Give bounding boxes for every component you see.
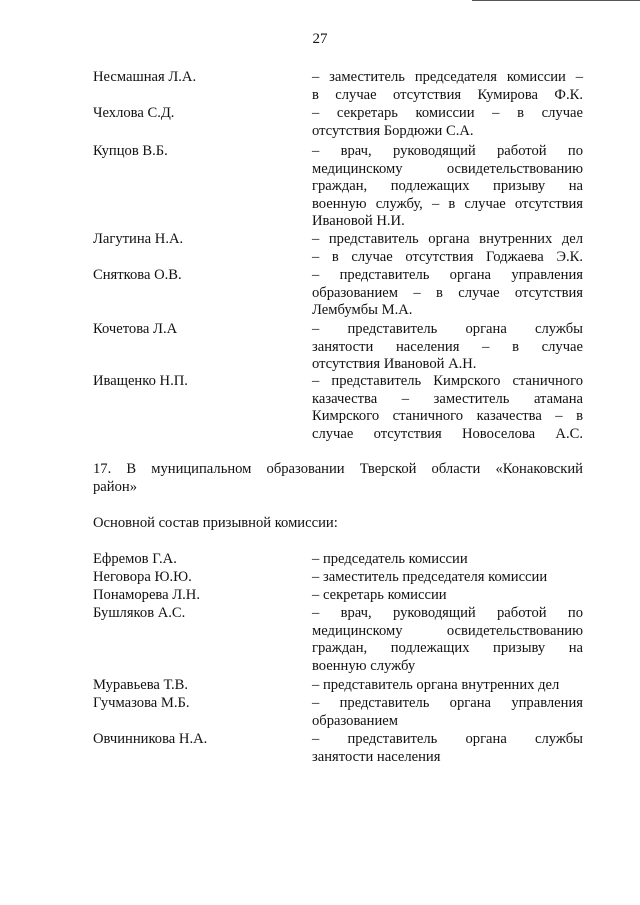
- member-name: Лагутина Н.А.: [93, 231, 184, 247]
- section-17-line-1: 17. В муниципальном образовании Тверской области «Конаковский: [93, 461, 583, 477]
- member-role-line: Кимрского станичного казачества – в: [312, 408, 583, 425]
- member-role: [312, 373, 583, 443]
- member-role: [312, 605, 583, 675]
- member-name: Овчинникова Н.А.: [93, 731, 208, 747]
- member-role-line: – представитель органа внутренних дел: [312, 231, 583, 247]
- member-role-line: – заместитель председателя комиссии –: [312, 69, 583, 85]
- member-role-line: – представитель Кимрского станичного: [312, 373, 583, 389]
- member-role-line: Лембумбы М.А.: [312, 302, 413, 319]
- member-name: Муравьева Т.В.: [93, 677, 189, 693]
- member-role-line: медицинскому освидетельствованию: [312, 622, 583, 639]
- member-role-line: занятости населения – в случае: [312, 338, 583, 355]
- member-name: Иващенко Н.П.: [93, 373, 188, 389]
- member-role-line: военную службу, – в случае отсутствия: [312, 195, 583, 212]
- member-name: Бушляков А.С.: [93, 605, 186, 621]
- member-role-line: отсутствия Бордюжи С.А.: [312, 122, 474, 139]
- member-role: [312, 321, 583, 374]
- member-role-line: – в случае отсутствия Годжаева Э.К.: [312, 248, 583, 265]
- member-role-line: – секретарь комиссии: [312, 587, 447, 603]
- member-role-line: отсутствия Ивановой А.Н.: [312, 356, 477, 373]
- composition-heading: Основной состав призывной комиссии:: [93, 515, 338, 531]
- member-role-line: военную службу: [312, 657, 416, 674]
- member-role-line: – председатель комиссии: [312, 551, 468, 567]
- member-role-line: случае отсутствия Новоселова А.С.: [312, 425, 583, 442]
- member-role: [312, 267, 583, 320]
- member-name: Чехлова С.Д.: [93, 105, 175, 121]
- member-role-line: – врач, руководящий работой по: [312, 605, 583, 621]
- member-name: Кочетова Л.А: [93, 321, 178, 337]
- member-role-line: занятости населения: [312, 748, 441, 765]
- member-name: Сняткова О.В.: [93, 267, 182, 283]
- member-role: [312, 231, 583, 266]
- page-number: 27: [312, 31, 328, 47]
- member-name: Несмашная Л.А.: [93, 69, 197, 85]
- member-role-line: казачества – заместитель атамана: [312, 390, 583, 407]
- member-role-line: – представитель органа службы: [312, 731, 583, 747]
- member-role: [312, 143, 583, 231]
- member-role-line: – представитель органа службы: [312, 321, 583, 337]
- member-role: [312, 731, 583, 766]
- section-17-line-2: район»: [93, 478, 137, 495]
- member-role-line: – врач, руководящий работой по: [312, 143, 583, 159]
- member-role-line: образованием: [312, 712, 398, 729]
- member-role: [312, 677, 583, 695]
- member-role-line: – заместитель председателя комиссии: [312, 569, 548, 585]
- member-role-line: медицинскому освидетельствованию: [312, 160, 583, 177]
- member-role: [312, 569, 583, 587]
- member-role-line: граждан, подлежащих призыву на: [312, 178, 583, 195]
- member-role: [312, 551, 583, 569]
- member-role-line: – представитель органа управления: [312, 267, 583, 283]
- member-role-line: Ивановой Н.И.: [312, 213, 405, 230]
- member-name: Неговора Ю.Ю.: [93, 569, 192, 585]
- section-17-heading: [93, 461, 583, 496]
- member-name: Купцов В.Б.: [93, 143, 168, 159]
- member-role-line: образованием – в случае отсутствия: [312, 284, 583, 301]
- member-name: Понаморева Л.Н.: [93, 587, 200, 603]
- member-role-line: – представитель органа внутренних дел: [312, 677, 560, 693]
- top-rule: [472, 0, 640, 1]
- member-role: [312, 69, 583, 104]
- member-role: [312, 105, 583, 140]
- member-role-line: – секретарь комиссии – в случае: [312, 105, 583, 121]
- member-name: Гучмазова М.Б.: [93, 695, 190, 711]
- member-role: [312, 587, 583, 605]
- member-role-line: в случае отсутствия Кумирова Ф.К.: [312, 86, 583, 103]
- member-role-line: граждан, подлежащих призыву на: [312, 640, 583, 657]
- member-role-line: – представитель органа управления: [312, 695, 583, 711]
- member-name: Ефремов Г.А.: [93, 551, 177, 567]
- member-role: [312, 695, 583, 730]
